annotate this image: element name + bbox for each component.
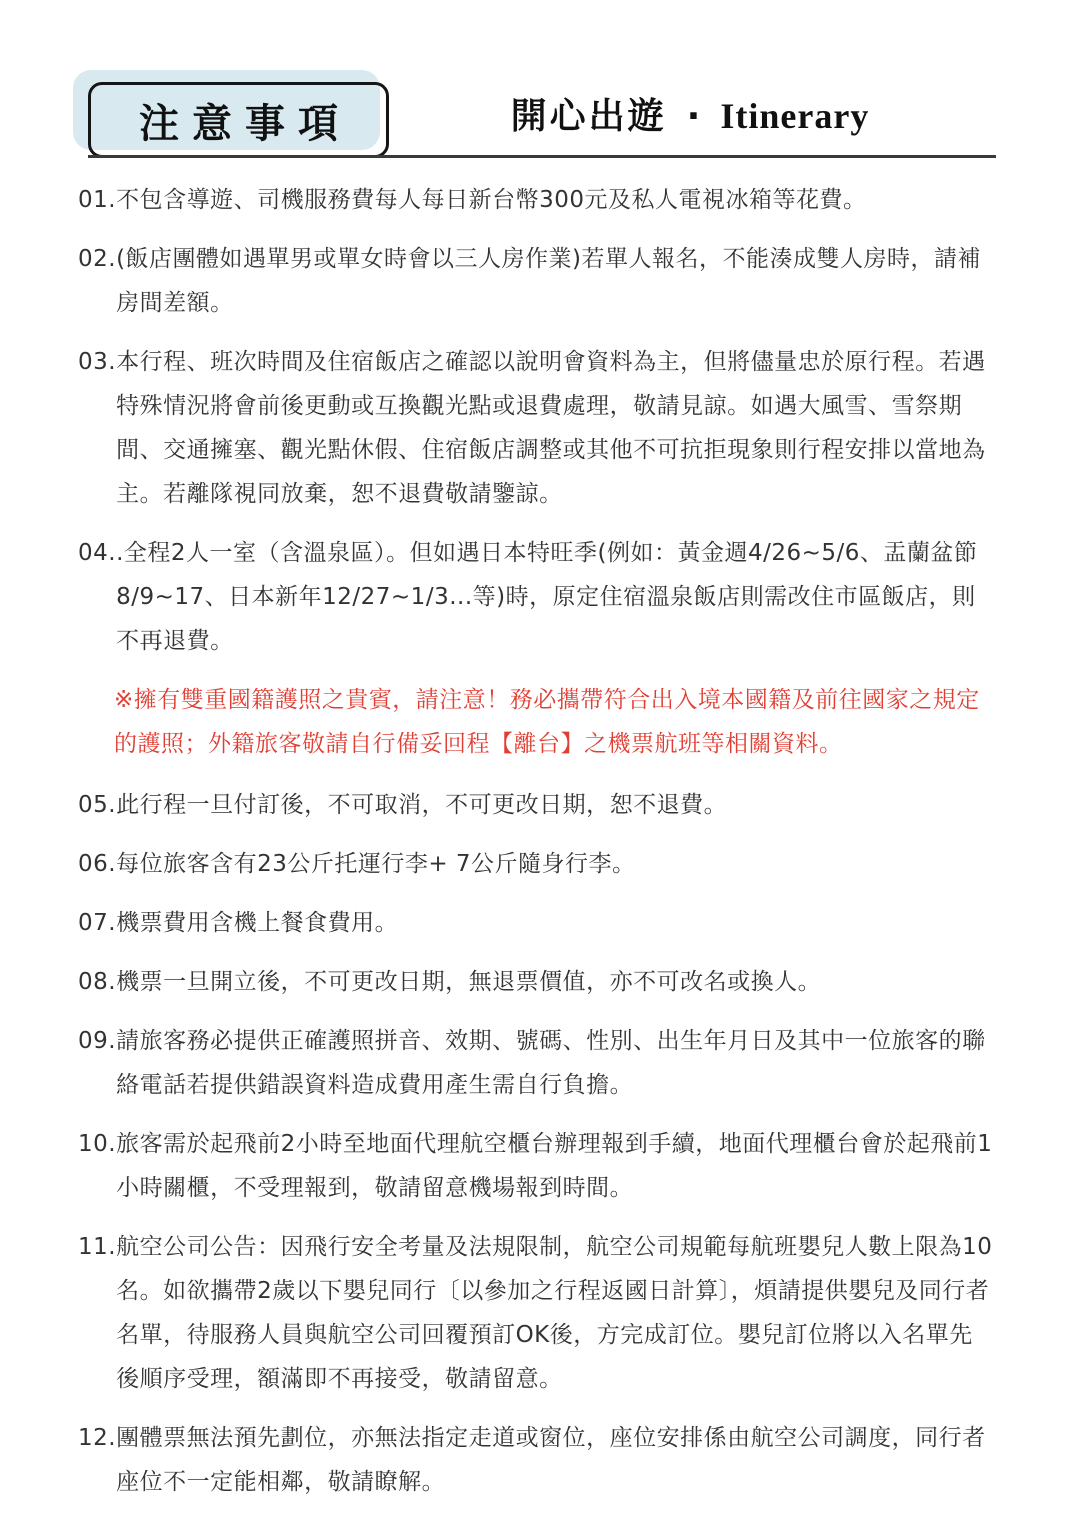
note-number: 03.: [78, 349, 117, 375]
note-text: 本行程、班次時間及住宿飯店之確認以說明會資料為主，但將儘量忠於原行程。若遇特殊情況將會前後更動或互換觀光點或退費處理，敬請見諒。如遇大風雪、雪祭期間、交通擁塞、觀光點休假、住宿飯店調整或其他不可抗拒現象則行程安排以當地為主。若離隊視同放棄，恕不退費敬請鑒諒。: [116, 349, 986, 507]
note-item-08: [78, 960, 995, 1004]
note-text: 請旅客務必提供正確護照拼音、效期、號碼、性別、出生年月日及其中一位旅客的聯絡電話若提供錯誤資料造成費用產生需自行負擔。: [116, 1028, 986, 1098]
title-separator-dot: ·: [686, 96, 701, 137]
note-number: 09.: [78, 1028, 117, 1054]
note-item-05: [78, 783, 995, 827]
note-number: 12.: [78, 1425, 117, 1451]
notes-list: [0, 158, 1065, 1504]
note-number: 02.: [78, 246, 117, 272]
note-text: 旅客需於起飛前2小時至地面代理航空櫃台辦理報到手續，地面代理櫃台會於起飛前1小時關櫃，不受理報到，敬請留意機場報到時間。: [116, 1131, 993, 1201]
note-item-10: [78, 1122, 995, 1210]
note-number: 04.: [78, 540, 117, 566]
dual-nationality-warning: ※擁有雙重國籍護照之貴賓，請注意！務必攜帶符合出入境本國籍及前往國家之規定的護照；外籍旅客敬請自行備妥回程【離台】之機票航班等相關資料。: [114, 687, 980, 757]
note-number: 07.: [78, 910, 117, 936]
note-text: 航空公司公告：因飛行安全考量及法規限制，航空公司規範每航班嬰兒人數上限為10名。如欲攜帶2歲以下嬰兒同行〔以參加之行程返國日計算〕，煩請提供嬰兒及同行者名單，待服務人員與航空公司回覆預訂OK後，方完成訂位。嬰兒訂位將以入名單先後順序受理，額滿即不再接受，敬請留意。: [116, 1234, 993, 1392]
note-number: 01.: [78, 187, 117, 213]
note-text: 機票費用含機上餐食費用。: [116, 910, 399, 936]
note-number: 08.: [78, 969, 117, 995]
note-text: (飯店團體如遇單男或單女時會以三人房作業)若單人報名，不能湊成雙人房時，請補房間差額。: [116, 246, 982, 316]
note-item-07: [78, 901, 995, 945]
page-title-zh: 開心出遊: [510, 96, 667, 137]
note-number: 05.: [78, 792, 117, 818]
note-number: 06.: [78, 851, 117, 877]
note-item-12: [78, 1416, 995, 1504]
note-text: 不包含導遊、司機服務費每人每日新台幣300元及私人電視冰箱等花費。: [116, 187, 867, 213]
page-header: [0, 0, 1065, 158]
note-item-02: [78, 237, 995, 325]
page-title-en: Itinerary: [720, 96, 870, 136]
note-text: 每位旅客含有23公斤托運行李+ 7公斤隨身行李。: [116, 851, 636, 877]
note-number: 11.: [78, 1234, 117, 1260]
note-number: 10.: [78, 1131, 117, 1157]
header-divider: [88, 155, 996, 158]
note-item-09: [78, 1019, 995, 1107]
note-item-03: [78, 340, 995, 516]
page-title: [410, 88, 970, 139]
notice-badge: [88, 82, 389, 158]
note-item-04: [78, 531, 995, 663]
note-text: 機票一旦開立後，不可更改日期，無退票價值，亦不可改名或換人。: [116, 969, 822, 995]
note-text: 團體票無法預先劃位，亦無法指定走道或窗位，座位安排係由航空公司調度，同行者座位不一定能相鄰，敬請瞭解。: [116, 1425, 986, 1495]
note-item-11: [78, 1225, 995, 1401]
note-item-06: [78, 842, 995, 886]
badge-label: 注意事項: [139, 100, 351, 147]
note-text: 此行程一旦付訂後，不可取消，不可更改日期，恕不退費。: [116, 792, 728, 818]
note-text: .全程2人一室（含溫泉區）。但如遇日本特旺季(例如：黃金週4/26~5/6、盂蘭盆節8/9~17、日本新年12/27~1/3...等)時，原定住宿溫泉飯店則需改住市區飯店，則不再退費。: [116, 540, 978, 654]
note-item-01: [78, 178, 995, 222]
